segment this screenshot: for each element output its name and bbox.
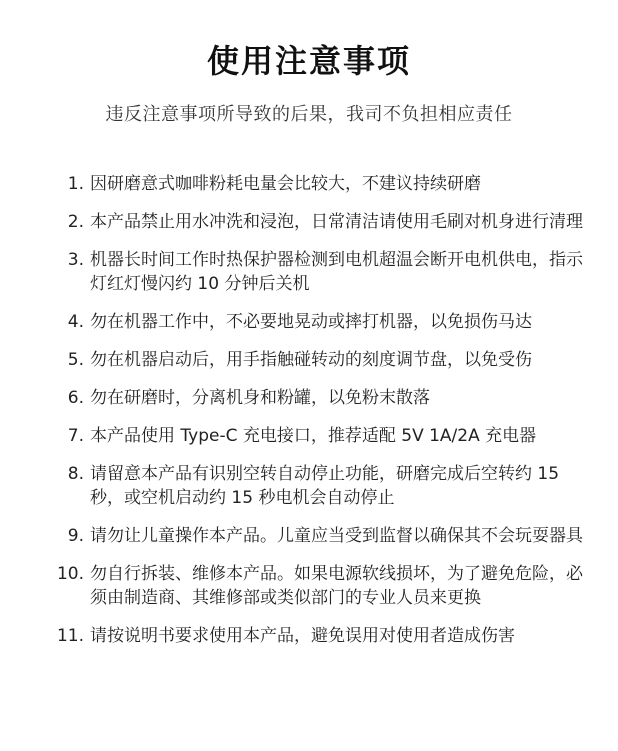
item-text: 机器长时间工作时热保护器检测到电机超温会断开电机供电，指示灯红灯慢闪约 10 分钟后关机 (90, 250, 583, 294)
list-item (0, 210, 618, 234)
list-item (0, 562, 618, 610)
item-number: 5. (67, 350, 84, 370)
page-title: 使用注意事项 (206, 42, 411, 80)
notice-list (0, 172, 618, 662)
item-number: 8. (67, 464, 84, 484)
item-text: 勿在机器工作中，不必要地晃动或摔打机器，以免损伤马达 (90, 312, 532, 332)
item-text: 因研磨意式咖啡粉耗电量会比较大，不建议持续研磨 (90, 174, 481, 194)
item-text: 勿在研磨时，分离机身和粉罐，以免粉末散落 (90, 388, 430, 408)
item-number: 11. (56, 626, 84, 646)
item-number: 2. (67, 212, 84, 232)
item-text: 请按说明书要求使用本产品，避免误用对使用者造成伤害 (90, 626, 515, 646)
page-subtitle: 违反注意事项所导致的后果，我司不负担相应责任 (105, 104, 513, 125)
item-number: 9. (67, 526, 84, 546)
item-text: 本产品禁止用水冲洗和浸泡，日常清洁请使用毛刷对机身进行清理 (90, 212, 583, 232)
list-item (0, 386, 618, 410)
item-number: 4. (67, 312, 84, 332)
list-item (0, 310, 618, 334)
list-item (0, 248, 618, 296)
list-item (0, 172, 618, 196)
list-item (0, 624, 618, 648)
item-number: 3. (67, 250, 84, 270)
item-text: 勿在机器启动后，用手指触碰转动的刻度调节盘，以免受伤 (90, 350, 532, 370)
item-number: 7. (67, 426, 84, 446)
list-item (0, 462, 618, 510)
item-number: 1. (67, 174, 84, 194)
item-text: 请勿让儿童操作本产品。儿童应当受到监督以确保其不会玩耍器具 (90, 526, 583, 546)
item-text: 勿自行拆装、维修本产品。如果电源软线损坏，为了避免危险，必须由制造商、其维修部或类似部门的专业人员来更换 (90, 564, 583, 608)
item-text: 本产品使用 Type-C 充电接口，推荐适配 5V 1A/2A 充电器 (90, 426, 537, 446)
list-item (0, 524, 618, 548)
item-number: 10. (56, 564, 84, 584)
list-item (0, 348, 618, 372)
item-number: 6. (67, 388, 84, 408)
item-text: 请留意本产品有识别空转自动停止功能，研磨完成后空转约 15 秒，或空机启动约 15 秒电机会自动停止 (90, 464, 560, 508)
list-item (0, 424, 618, 448)
